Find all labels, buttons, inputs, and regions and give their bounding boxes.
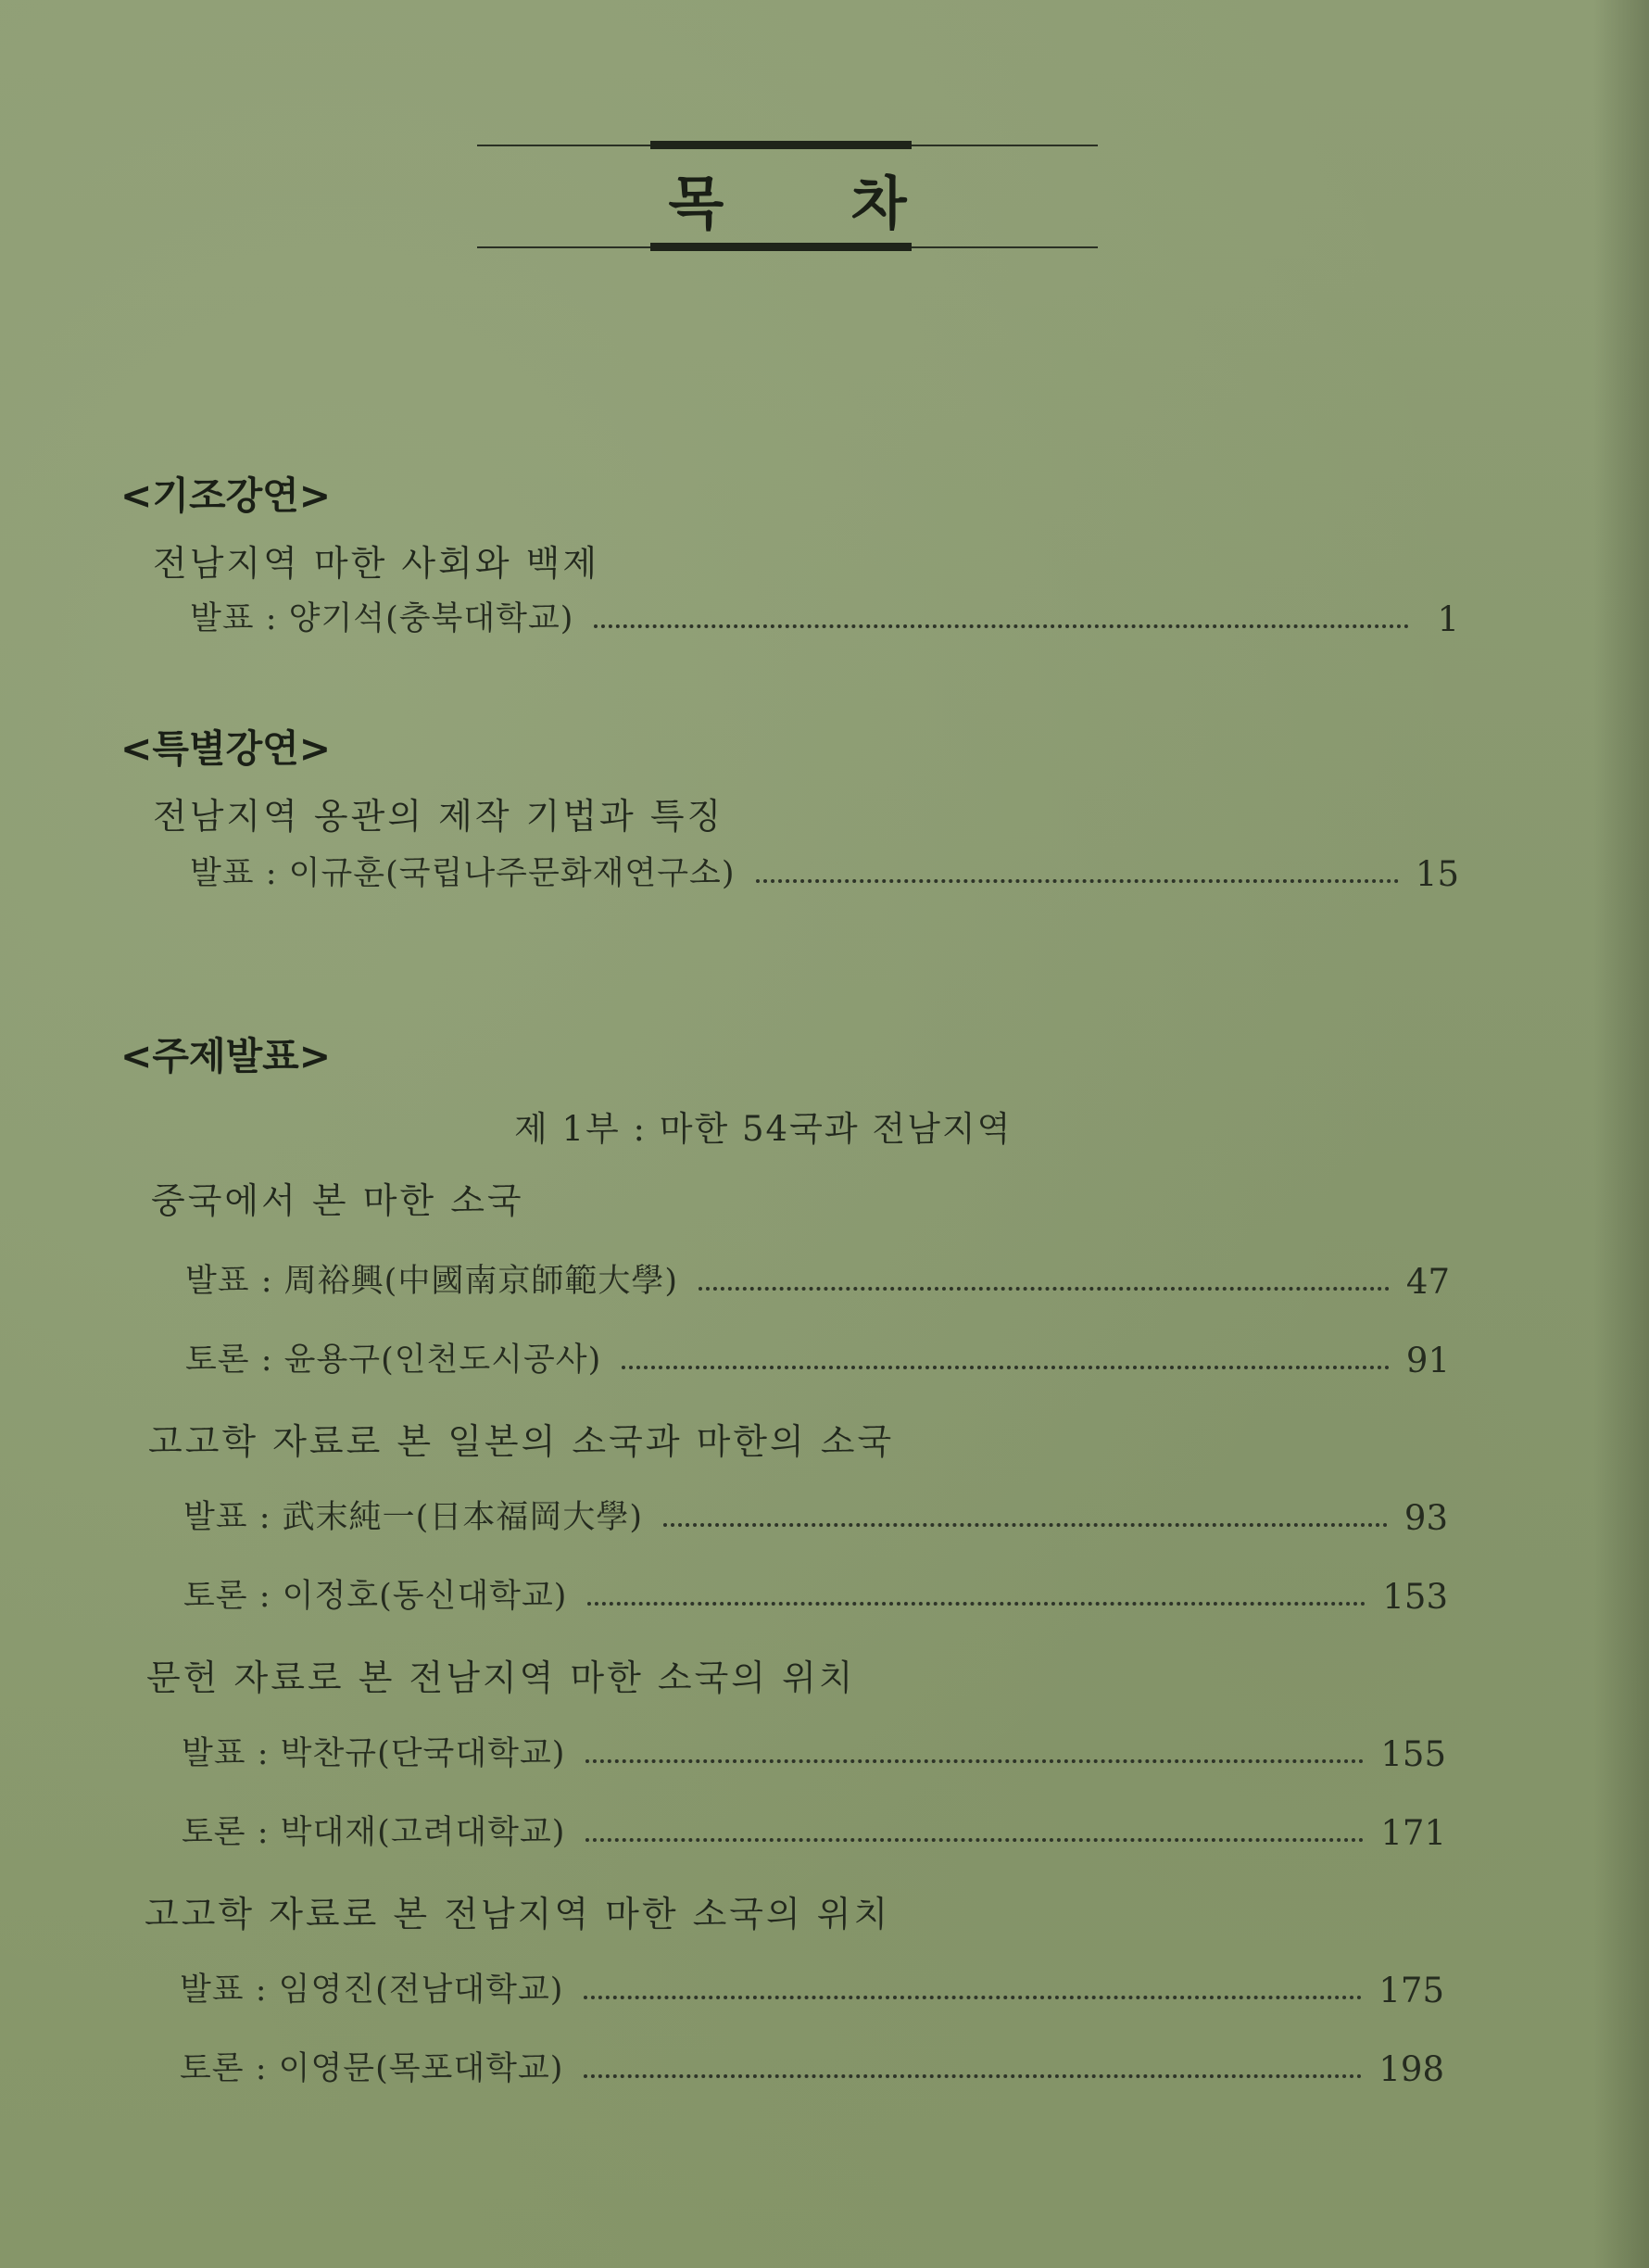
entry-title: 고고학 자료로 본 일본의 소국과 마한의 소국 bbox=[148, 1421, 895, 1462]
toc-page-number: 1 bbox=[1437, 599, 1459, 639]
toc-row[interactable] bbox=[182, 1728, 1446, 1774]
leader-dots bbox=[756, 879, 1399, 883]
toc-row-label: 발표 : 양기석(충북대학교) bbox=[190, 600, 574, 637]
leader-dots bbox=[584, 2074, 1362, 2078]
leader-dots bbox=[587, 1602, 1366, 1606]
toc-page-number: 153 bbox=[1382, 1577, 1448, 1617]
toc-row[interactable] bbox=[183, 1492, 1448, 1538]
toc-page-number: 198 bbox=[1378, 2049, 1444, 2089]
toc-row-label: 발표 : 周裕興(中國南京師範大學) bbox=[185, 1263, 678, 1300]
leader-dots bbox=[663, 1523, 1388, 1527]
toc-row-label: 발표 : 이규훈(국립나주문화재연구소) bbox=[190, 855, 736, 892]
entry-title: 문헌 자료로 본 전남지역 마한 소국의 위치 bbox=[146, 1657, 856, 1698]
section-heading-special: <특별강연> bbox=[120, 726, 332, 771]
toc-row[interactable] bbox=[190, 848, 1459, 894]
toc-row-label: 발표 : 박찬규(단국대학교) bbox=[182, 1735, 566, 1772]
toc-page-number: 175 bbox=[1378, 1971, 1444, 2010]
entry-title: 전남지역 마한 사회와 백제 bbox=[153, 543, 600, 584]
entry-title: 중국에서 본 마한 소국 bbox=[151, 1180, 524, 1221]
toc-page-number: 47 bbox=[1405, 1262, 1450, 1302]
leader-dots bbox=[585, 1759, 1364, 1763]
toc-row-label: 발표 : 武末純一(日本福岡大學) bbox=[183, 1499, 643, 1536]
entry-title: 전남지역 옹관의 제작 기법과 특징 bbox=[153, 796, 724, 837]
section-heading-topics: <주제발표> bbox=[120, 1034, 332, 1078]
toc-row[interactable] bbox=[190, 593, 1459, 639]
toc-title-block bbox=[477, 139, 1098, 255]
section-heading-keynote: <기조강연> bbox=[120, 473, 332, 518]
page-title: 목 차 bbox=[668, 170, 961, 237]
toc-page-number: 15 bbox=[1415, 854, 1459, 894]
leader-dots bbox=[594, 624, 1409, 628]
leader-dots bbox=[622, 1366, 1390, 1369]
toc-page-number: 155 bbox=[1380, 1734, 1446, 1774]
leader-dots bbox=[699, 1287, 1390, 1291]
toc-row-label: 토론 : 이정호(동신대학교) bbox=[183, 1578, 568, 1615]
toc-page-number: 171 bbox=[1380, 1813, 1446, 1853]
toc-row-label: 토론 : 박대재(고려대학교) bbox=[182, 1814, 566, 1851]
toc-row-label: 토론 : 윤용구(인천도시공사) bbox=[185, 1342, 602, 1379]
toc-page-number: 91 bbox=[1405, 1341, 1450, 1380]
toc-row-label: 발표 : 임영진(전남대학교) bbox=[180, 1972, 564, 2009]
leader-dots bbox=[584, 1996, 1362, 1999]
toc-row[interactable] bbox=[183, 1570, 1448, 1617]
part-title: 제 1부 : 마한 54국과 전남지역 bbox=[514, 1109, 1013, 1149]
toc-row[interactable] bbox=[180, 2043, 1444, 2089]
toc-row-label: 토론 : 이영문(목포대학교) bbox=[180, 2050, 564, 2087]
toc-page-number: 93 bbox=[1404, 1498, 1448, 1538]
page-edge-shadow bbox=[1593, 0, 1649, 2268]
leader-dots bbox=[585, 1838, 1364, 1842]
toc-row[interactable] bbox=[185, 1334, 1450, 1380]
toc-row[interactable] bbox=[180, 1964, 1444, 2010]
title-bar-top bbox=[650, 141, 912, 149]
toc-row[interactable] bbox=[182, 1807, 1446, 1853]
title-bar-bottom bbox=[650, 243, 912, 251]
toc-row[interactable] bbox=[185, 1255, 1450, 1302]
entry-title: 고고학 자료로 본 전남지역 마한 소국의 위치 bbox=[145, 1894, 891, 1934]
